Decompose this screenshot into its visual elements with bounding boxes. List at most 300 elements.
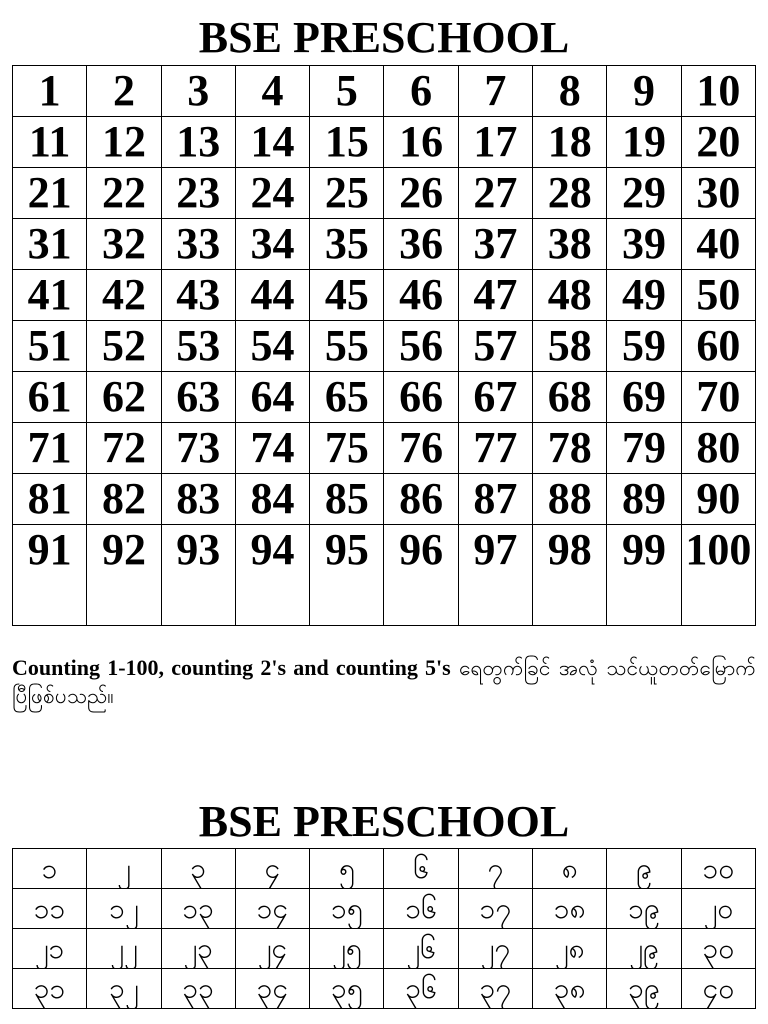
number-label: 87 xyxy=(473,474,518,523)
number-label: 72 xyxy=(101,423,146,472)
number-label: 34 xyxy=(250,219,295,268)
number-label: 92 xyxy=(101,525,146,574)
number-cell xyxy=(161,423,235,474)
number-label: 97 xyxy=(473,525,518,574)
number-label: ၁၇ xyxy=(479,892,512,925)
number-cell xyxy=(310,219,384,270)
number-cell xyxy=(235,66,309,117)
number-cell xyxy=(607,423,681,474)
number-label: 1 xyxy=(38,66,61,115)
number-cell xyxy=(533,219,607,270)
number-label: 31 xyxy=(27,219,72,268)
number-cell xyxy=(533,117,607,168)
chart-row xyxy=(13,929,756,969)
number-cell xyxy=(161,525,235,626)
number-label: ၂၁ xyxy=(34,932,65,965)
number-label: 32 xyxy=(101,219,146,268)
number-cell xyxy=(458,474,532,525)
number-label: 83 xyxy=(176,474,221,523)
number-cell xyxy=(681,969,755,1009)
number-cell xyxy=(681,372,755,423)
number-label: 91 xyxy=(27,525,72,574)
number-cell xyxy=(384,66,458,117)
number-cell xyxy=(681,270,755,321)
number-label: 58 xyxy=(547,321,592,370)
number-label: 33 xyxy=(176,219,221,268)
number-cell xyxy=(533,969,607,1009)
number-label: ၁၅ xyxy=(331,892,363,925)
number-cell xyxy=(87,525,161,626)
number-label: ၄ xyxy=(264,852,281,885)
chart-row xyxy=(13,321,756,372)
number-label: 4 xyxy=(261,66,284,115)
chart-row xyxy=(13,168,756,219)
number-label: 99 xyxy=(622,525,667,574)
number-label: ၃၈ xyxy=(553,972,586,1005)
number-cell xyxy=(384,474,458,525)
number-label: ၁၃ xyxy=(182,892,214,925)
number-label: 29 xyxy=(622,168,667,217)
number-cell xyxy=(310,423,384,474)
number-cell xyxy=(458,270,532,321)
number-cell xyxy=(533,321,607,372)
chart-row xyxy=(13,474,756,525)
number-label: 42 xyxy=(101,270,146,319)
chart-row xyxy=(13,270,756,321)
number-cell xyxy=(13,423,87,474)
number-label: ၂ xyxy=(117,852,131,885)
number-label: 15 xyxy=(324,117,369,166)
number-cell xyxy=(533,372,607,423)
number-cell xyxy=(384,219,458,270)
number-label: 9 xyxy=(633,66,656,115)
number-cell xyxy=(458,66,532,117)
number-cell xyxy=(607,889,681,929)
number-label: 37 xyxy=(473,219,518,268)
number-label: ၁၁ xyxy=(33,892,66,925)
number-label: 17 xyxy=(473,117,518,166)
number-cell xyxy=(607,117,681,168)
number-cell xyxy=(310,474,384,525)
number-cell xyxy=(235,849,309,889)
number-label: 7 xyxy=(484,66,507,115)
number-cell xyxy=(607,66,681,117)
number-label: 75 xyxy=(324,423,369,472)
number-cell xyxy=(607,525,681,626)
number-label: ၁ xyxy=(41,852,58,885)
number-cell xyxy=(235,270,309,321)
number-label: 49 xyxy=(622,270,667,319)
number-label: 28 xyxy=(547,168,592,217)
number-cell xyxy=(458,372,532,423)
number-cell xyxy=(384,849,458,889)
number-cell xyxy=(310,372,384,423)
number-cell xyxy=(681,929,755,969)
number-cell xyxy=(87,219,161,270)
number-label: 67 xyxy=(473,372,518,421)
number-label: 62 xyxy=(101,372,146,421)
number-label: 78 xyxy=(547,423,592,472)
number-label: ၁၆ xyxy=(405,892,437,925)
number-cell xyxy=(13,929,87,969)
number-label: 27 xyxy=(473,168,518,217)
number-cell xyxy=(607,270,681,321)
number-label: 46 xyxy=(399,270,444,319)
number-label: ၃၄ xyxy=(256,972,289,1005)
number-cell xyxy=(384,889,458,929)
number-cell xyxy=(235,168,309,219)
number-label: 86 xyxy=(399,474,444,523)
number-label: 54 xyxy=(250,321,295,370)
number-cell xyxy=(235,889,309,929)
number-label: 36 xyxy=(399,219,444,268)
number-label: 63 xyxy=(176,372,221,421)
number-label: 13 xyxy=(176,117,221,166)
chart-row xyxy=(13,423,756,474)
number-label: 3 xyxy=(187,66,210,115)
number-label: 52 xyxy=(101,321,146,370)
number-label: 43 xyxy=(176,270,221,319)
chart-row xyxy=(13,219,756,270)
number-cell xyxy=(607,474,681,525)
number-cell xyxy=(458,929,532,969)
number-label: ၃၆ xyxy=(405,972,437,1005)
number-label: 50 xyxy=(696,270,741,319)
number-cell xyxy=(681,525,755,626)
number-label: 12 xyxy=(101,117,146,166)
number-cell xyxy=(87,117,161,168)
number-cell xyxy=(161,168,235,219)
number-label: ၂၄ xyxy=(257,932,288,965)
number-cell xyxy=(13,168,87,219)
number-label: 16 xyxy=(399,117,444,166)
number-label: 90 xyxy=(696,474,741,523)
number-cell xyxy=(13,849,87,889)
number-label: 94 xyxy=(250,525,295,574)
number-cell xyxy=(681,66,755,117)
number-cell xyxy=(533,474,607,525)
number-label: ၃၅ xyxy=(331,972,363,1005)
number-cell xyxy=(533,525,607,626)
number-cell xyxy=(607,219,681,270)
number-cell xyxy=(458,168,532,219)
number-cell xyxy=(235,372,309,423)
number-label: ၂၉ xyxy=(629,932,659,965)
number-cell xyxy=(458,321,532,372)
number-label: 95 xyxy=(324,525,369,574)
number-label: 8 xyxy=(558,66,581,115)
number-cell xyxy=(607,168,681,219)
number-cell xyxy=(310,929,384,969)
number-cell xyxy=(458,889,532,929)
number-cell xyxy=(458,423,532,474)
number-cell xyxy=(458,969,532,1009)
number-cell xyxy=(533,270,607,321)
number-label: 53 xyxy=(176,321,221,370)
number-cell xyxy=(87,168,161,219)
number-cell xyxy=(310,321,384,372)
number-label: 30 xyxy=(696,168,741,217)
number-cell xyxy=(607,929,681,969)
number-label: ၈ xyxy=(561,852,578,885)
number-cell xyxy=(161,219,235,270)
number-label: 73 xyxy=(176,423,221,472)
number-label: ၉ xyxy=(636,852,652,885)
number-label: 66 xyxy=(399,372,444,421)
number-cell xyxy=(681,849,755,889)
number-cell xyxy=(533,66,607,117)
number-label: 11 xyxy=(28,117,71,166)
number-cell xyxy=(13,66,87,117)
number-cell xyxy=(533,889,607,929)
number-label: ၂၀ xyxy=(703,892,734,925)
number-cell xyxy=(607,321,681,372)
chart-row xyxy=(13,117,756,168)
number-label: 77 xyxy=(473,423,518,472)
number-label: 18 xyxy=(547,117,592,166)
number-label: 39 xyxy=(622,219,667,268)
number-label: ၂၂ xyxy=(110,932,138,965)
number-cell xyxy=(161,969,235,1009)
number-cell xyxy=(13,889,87,929)
number-cell xyxy=(310,969,384,1009)
number-cell xyxy=(681,168,755,219)
number-cell xyxy=(681,321,755,372)
number-label: ၂၅ xyxy=(332,932,362,965)
number-label: ၇ xyxy=(487,852,504,885)
number-cell xyxy=(235,929,309,969)
number-label: ၆ xyxy=(413,852,429,885)
number-label: 2 xyxy=(112,66,135,115)
number-cell xyxy=(533,929,607,969)
number-cell xyxy=(235,423,309,474)
number-cell xyxy=(161,889,235,929)
number-cell xyxy=(458,117,532,168)
number-label: ၄၀ xyxy=(702,972,735,1005)
number-label: 96 xyxy=(399,525,444,574)
number-label: 14 xyxy=(250,117,295,166)
number-cell xyxy=(87,372,161,423)
number-label: 35 xyxy=(324,219,369,268)
number-cell xyxy=(235,219,309,270)
number-cell xyxy=(310,117,384,168)
number-label: 45 xyxy=(324,270,369,319)
number-label: ၁၉ xyxy=(628,892,660,925)
number-cell xyxy=(161,270,235,321)
number-cell xyxy=(607,372,681,423)
number-label: 60 xyxy=(696,321,741,370)
number-label: 85 xyxy=(324,474,369,523)
number-label: 59 xyxy=(622,321,667,370)
number-cell xyxy=(458,849,532,889)
number-cell xyxy=(87,321,161,372)
number-cell xyxy=(681,219,755,270)
number-label: 6 xyxy=(410,66,433,115)
number-label: ၅ xyxy=(338,852,355,885)
number-label: ၃၉ xyxy=(628,972,660,1005)
number-label: ၁၈ xyxy=(553,892,586,925)
number-label: 82 xyxy=(101,474,146,523)
number-cell xyxy=(13,372,87,423)
number-cell xyxy=(607,969,681,1009)
number-cell xyxy=(235,969,309,1009)
number-cell xyxy=(310,849,384,889)
number-cell xyxy=(681,423,755,474)
number-chart-burmese xyxy=(12,848,756,1009)
number-cell xyxy=(161,929,235,969)
chart-row xyxy=(13,66,756,117)
number-cell xyxy=(384,525,458,626)
number-label: 47 xyxy=(473,270,518,319)
number-label: 22 xyxy=(101,168,146,217)
number-label: ၃၁ xyxy=(33,972,66,1005)
number-label: 57 xyxy=(473,321,518,370)
number-label: 61 xyxy=(27,372,72,421)
number-label: 64 xyxy=(250,372,295,421)
number-label: 98 xyxy=(547,525,592,574)
number-cell xyxy=(13,474,87,525)
caption-note xyxy=(12,654,756,710)
number-label: 55 xyxy=(324,321,369,370)
number-label: 24 xyxy=(250,168,295,217)
number-label: ၁၀ xyxy=(702,852,735,885)
number-label: 38 xyxy=(547,219,592,268)
number-cell xyxy=(235,321,309,372)
number-label: 79 xyxy=(622,423,667,472)
number-cell xyxy=(87,474,161,525)
number-cell xyxy=(161,321,235,372)
page-title: BSE PRESCHOOL xyxy=(198,13,570,62)
number-label: 84 xyxy=(250,474,295,523)
number-label: 26 xyxy=(399,168,444,217)
number-label: ၃၂ xyxy=(109,972,139,1005)
number-label: 100 xyxy=(685,525,752,574)
number-label: ၁၄ xyxy=(256,892,289,925)
number-label: 40 xyxy=(696,219,741,268)
number-cell xyxy=(13,525,87,626)
number-label: 51 xyxy=(27,321,72,370)
number-cell xyxy=(384,929,458,969)
number-chart-western xyxy=(12,65,756,626)
number-cell xyxy=(161,372,235,423)
number-cell xyxy=(384,117,458,168)
number-label: 23 xyxy=(176,168,221,217)
number-cell xyxy=(681,117,755,168)
number-cell xyxy=(87,270,161,321)
number-cell xyxy=(13,270,87,321)
number-cell xyxy=(87,889,161,929)
number-cell xyxy=(458,219,532,270)
number-cell xyxy=(458,525,532,626)
number-cell xyxy=(87,969,161,1009)
number-label: 71 xyxy=(27,423,72,472)
number-cell xyxy=(161,117,235,168)
number-label: 80 xyxy=(696,423,741,472)
number-label: 68 xyxy=(547,372,592,421)
number-cell xyxy=(87,849,161,889)
number-label: ၂၃ xyxy=(183,932,213,965)
number-cell xyxy=(235,117,309,168)
number-cell xyxy=(87,929,161,969)
number-cell xyxy=(310,270,384,321)
number-cell xyxy=(13,219,87,270)
number-cell xyxy=(235,474,309,525)
number-cell xyxy=(13,117,87,168)
number-label: 93 xyxy=(176,525,221,574)
number-label: 88 xyxy=(547,474,592,523)
number-label: 20 xyxy=(696,117,741,166)
number-label: 19 xyxy=(622,117,667,166)
number-label: 76 xyxy=(399,423,444,472)
number-label: 41 xyxy=(27,270,72,319)
page-title-bottom: BSE PRESCHOOL xyxy=(198,797,570,846)
number-label: ၂၆ xyxy=(406,932,436,965)
number-cell xyxy=(607,849,681,889)
chart-row xyxy=(13,525,756,626)
number-cell xyxy=(310,525,384,626)
caption-english: Counting 1-100, counting 2's and counting 5's xyxy=(12,655,451,680)
number-label: 74 xyxy=(250,423,295,472)
number-cell xyxy=(87,423,161,474)
number-cell xyxy=(384,270,458,321)
number-label: 21 xyxy=(27,168,72,217)
number-label: 44 xyxy=(250,270,295,319)
number-label: ၂၈ xyxy=(554,932,585,965)
caption-burmese: ရေတွက်ခြင် အလုံ သင်ယူတတ်မြောက်ပြီဖြစ်ပသည်။ xyxy=(12,656,756,708)
number-cell xyxy=(161,849,235,889)
chart-row xyxy=(13,889,756,929)
number-cell xyxy=(310,889,384,929)
chart-row xyxy=(13,372,756,423)
number-label: 25 xyxy=(324,168,369,217)
number-label: ၃၀ xyxy=(702,932,735,965)
number-cell xyxy=(161,66,235,117)
number-label: 65 xyxy=(324,372,369,421)
number-cell xyxy=(384,321,458,372)
chart-row xyxy=(13,969,756,1009)
number-label: 89 xyxy=(622,474,667,523)
number-label: 81 xyxy=(27,474,72,523)
number-cell xyxy=(681,889,755,929)
number-label: 48 xyxy=(547,270,592,319)
number-label: 5 xyxy=(335,66,358,115)
number-label: ၁၂ xyxy=(109,892,139,925)
number-cell xyxy=(310,168,384,219)
number-cell xyxy=(384,168,458,219)
number-cell xyxy=(310,66,384,117)
number-label: ၃ xyxy=(190,852,207,885)
chart-row xyxy=(13,849,756,889)
number-cell xyxy=(681,474,755,525)
number-cell xyxy=(533,423,607,474)
number-cell xyxy=(13,969,87,1009)
number-cell xyxy=(13,321,87,372)
number-label: 56 xyxy=(399,321,444,370)
number-cell xyxy=(384,423,458,474)
number-cell xyxy=(235,525,309,626)
number-label: ၂၇ xyxy=(480,932,511,965)
number-cell xyxy=(161,474,235,525)
number-cell xyxy=(533,849,607,889)
number-label: 69 xyxy=(622,372,667,421)
number-cell xyxy=(87,66,161,117)
number-cell xyxy=(533,168,607,219)
number-label: 10 xyxy=(696,66,741,115)
number-cell xyxy=(384,372,458,423)
number-label: ၃၃ xyxy=(182,972,214,1005)
number-label: ၃၇ xyxy=(479,972,512,1005)
number-label: 70 xyxy=(696,372,741,421)
